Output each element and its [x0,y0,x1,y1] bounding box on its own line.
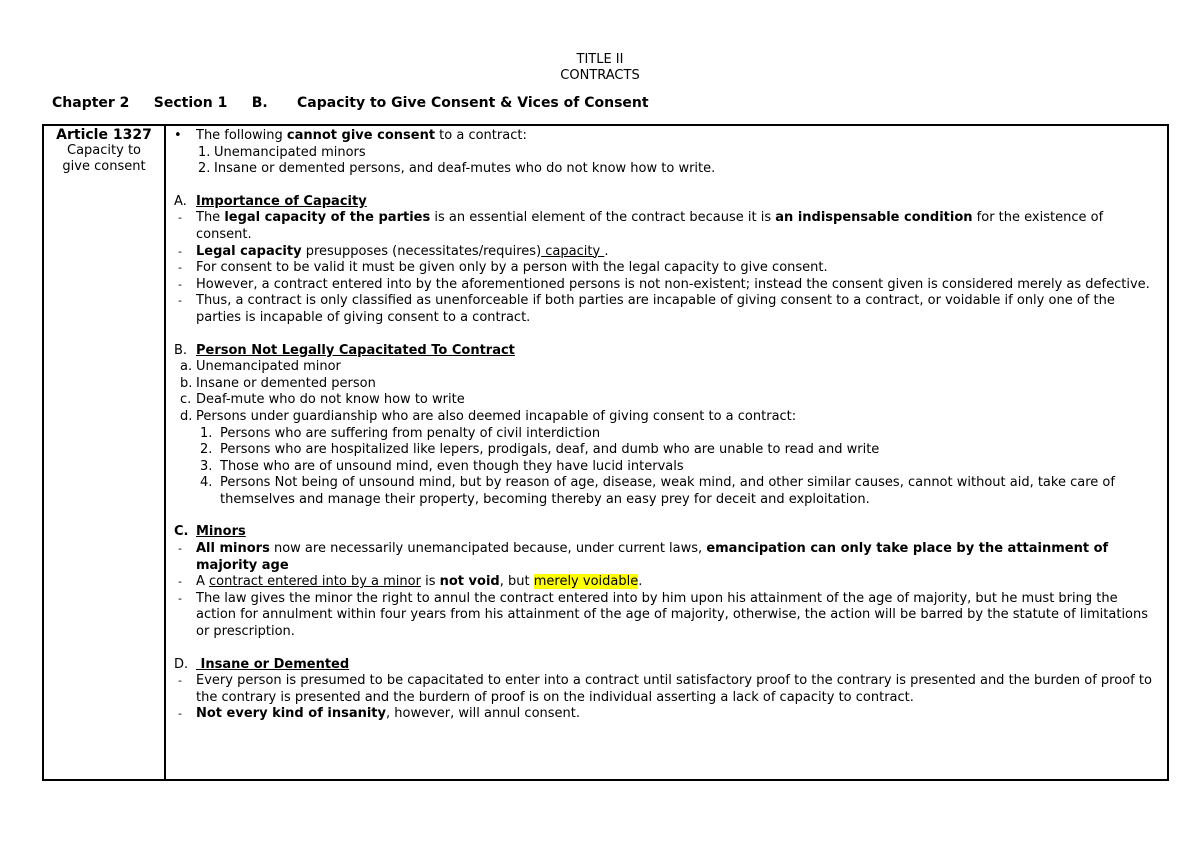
list-letter: b. [180,375,193,391]
section-b-title [170,343,1161,360]
dash-item [170,673,1161,706]
sub-list-item [170,442,1161,459]
content-cell [165,125,1168,780]
document-subtitle: CONTRACTS [560,68,640,83]
bold-text: an indispensable condition [775,210,973,226]
dash-item [170,591,1161,641]
list-letter: a. [180,359,193,375]
bullet-icon: • [174,128,182,143]
bold-text: Not every kind of insanity [196,706,386,722]
bold-text: legal capacity of the parties [224,210,431,226]
text: is [420,574,440,590]
list-item [170,409,1161,426]
text: For consent to be valid it must be given only by a person with the legal capacity to give consent. [196,260,828,276]
list-number: 3. [200,458,213,474]
dash-icon: - [178,244,182,258]
list-number: 1. [200,425,213,441]
dash-icon: - [178,261,182,275]
dash-icon: - [178,591,182,605]
sub-list-item [170,459,1161,476]
text: is an essential element of the contract because it is [430,210,776,226]
text: Every person is presumed to be capacitated to enter into a contract until satisfactory proof to the contrary is presented and the burden of proof to the contrary is presented and the burdern of proof is on the individual asserting a lack of capacity to contract. [196,673,1152,705]
list-item [170,392,1161,409]
list-letter: d. [180,408,193,424]
list-item-text: Persons who are hospitalized like lepers, prodigals, deaf, and dumb who are unable to read and write [220,442,880,458]
text: . [604,243,609,259]
section-c-title [170,524,1161,541]
list-item-text: Persons under guardianship who are also deemed incapable of giving consent to a contract: [196,408,797,424]
dash-item [170,260,1161,277]
underlined-text: contract entered into by a minor [209,574,421,590]
text: , however, will annul consent. [386,706,580,722]
section-title: Person Not Legally Capacitated To Contract [196,342,515,358]
section-letter: B. [174,342,188,358]
dash-icon: - [178,211,182,225]
dash-icon: - [178,575,182,589]
section-a-title [170,194,1161,211]
sub-list-item [170,475,1161,508]
dash-item [170,541,1161,574]
section-letter: A. [174,193,187,209]
text: . [638,574,643,590]
bold-text: emancipation can only take place by the attainment of majority age [196,541,1109,573]
text: A [196,574,210,590]
intro-text: The following [196,128,287,143]
dash-item [170,244,1161,261]
heading-letter: B. [251,95,268,111]
list-item-text: Unemancipated minors [214,144,366,160]
list-item [170,145,1161,162]
list-letter: c. [180,392,192,408]
dash-icon: - [178,294,182,308]
bold-text: not void [439,574,500,590]
list-number: 1. [198,144,211,160]
section-letter: D. [174,656,189,672]
intro-bullet [170,128,1161,145]
text: presupposes (necessitates/requires) [301,243,542,259]
text: Thus, a contract is only classified as unenforceable if both parties are incapable of giving consent to a contract, or voidable if only one of the parties is incapable of giving consent to a contract. [196,293,1115,325]
text: , but [499,574,534,590]
text: for the existence of consent. [196,210,1104,242]
list-item-text: Those who are of unsound mind, even though they have lucid intervals [220,458,684,474]
intro-bold: cannot give consent [286,128,436,143]
highlighted-text: merely voidable [533,574,639,590]
list-item-text: Deaf-mute who do not know how to write [196,392,465,408]
article-table [42,124,1169,781]
list-item-text: Unemancipated minor [196,359,341,375]
list-item-text: Insane or demented persons, and deaf-mutes who do not know how to write. [214,161,716,177]
text: The law gives the minor the right to annul the contract entered into by him upon his attainment of the age of majority, but he must bring the action for annulment within four years from his attainment of the age of majority, otherwise, the action will be barred by the statute of limitations or prescription. [196,590,1149,640]
bold-text: Legal capacity [196,243,302,259]
dash-icon: - [178,542,182,556]
section-title: Importance of Capacity [196,193,367,209]
list-item-text: Persons who are suffering from penalty of civil interdiction [220,425,601,441]
document-title: TITLE II [576,52,624,67]
article-number: Article 1327 [56,127,152,143]
list-item [170,161,1161,178]
dash-item [170,574,1161,591]
section-title: Insane or Demented [196,656,350,672]
list-item [170,359,1161,376]
underlined-text: capacity [541,243,605,259]
section-title: Minors [196,524,246,540]
dash-icon: - [178,674,182,688]
chapter-label: Chapter 2 [52,95,130,111]
dash-item [170,293,1161,326]
list-item [170,376,1161,393]
text: now are necessarily unemancipated because, under current laws, [269,541,707,557]
dash-item [170,210,1161,243]
dash-icon: - [178,707,182,721]
heading-topic: Capacity to Give Consent & Vices of Consent [297,95,649,111]
text: The [196,210,225,226]
list-item-text: Insane or demented person [196,375,376,391]
list-number: 2. [200,442,213,458]
dash-item [170,706,1161,723]
bold-text: All minors [196,541,270,557]
text: However, a contract entered into by the aforementioned persons is not non-existent; instead the consent given is considered merely as defective. [196,276,1150,292]
article-caption-line1: Capacity to [67,143,141,158]
section-label: Section 1 [153,95,228,111]
list-number: 4. [200,475,213,491]
section-letter: C. [174,524,189,540]
list-number: 2. [198,161,211,177]
dash-item [170,277,1161,294]
article-caption-line2: give consent [62,159,146,174]
sub-list-item [170,426,1161,443]
article-cell [43,125,165,780]
intro-text-end: to a contract: [435,128,527,143]
list-item-text: Persons Not being of unsound mind, but by reason of age, disease, weak mind, and other similar causes, cannot without aid, take care of themselves and manage their property, becoming thereby an easy prey for deceit and exploitation. [220,475,1115,507]
dash-icon: - [178,277,182,291]
section-heading [52,95,649,111]
section-d-title [170,657,1161,674]
